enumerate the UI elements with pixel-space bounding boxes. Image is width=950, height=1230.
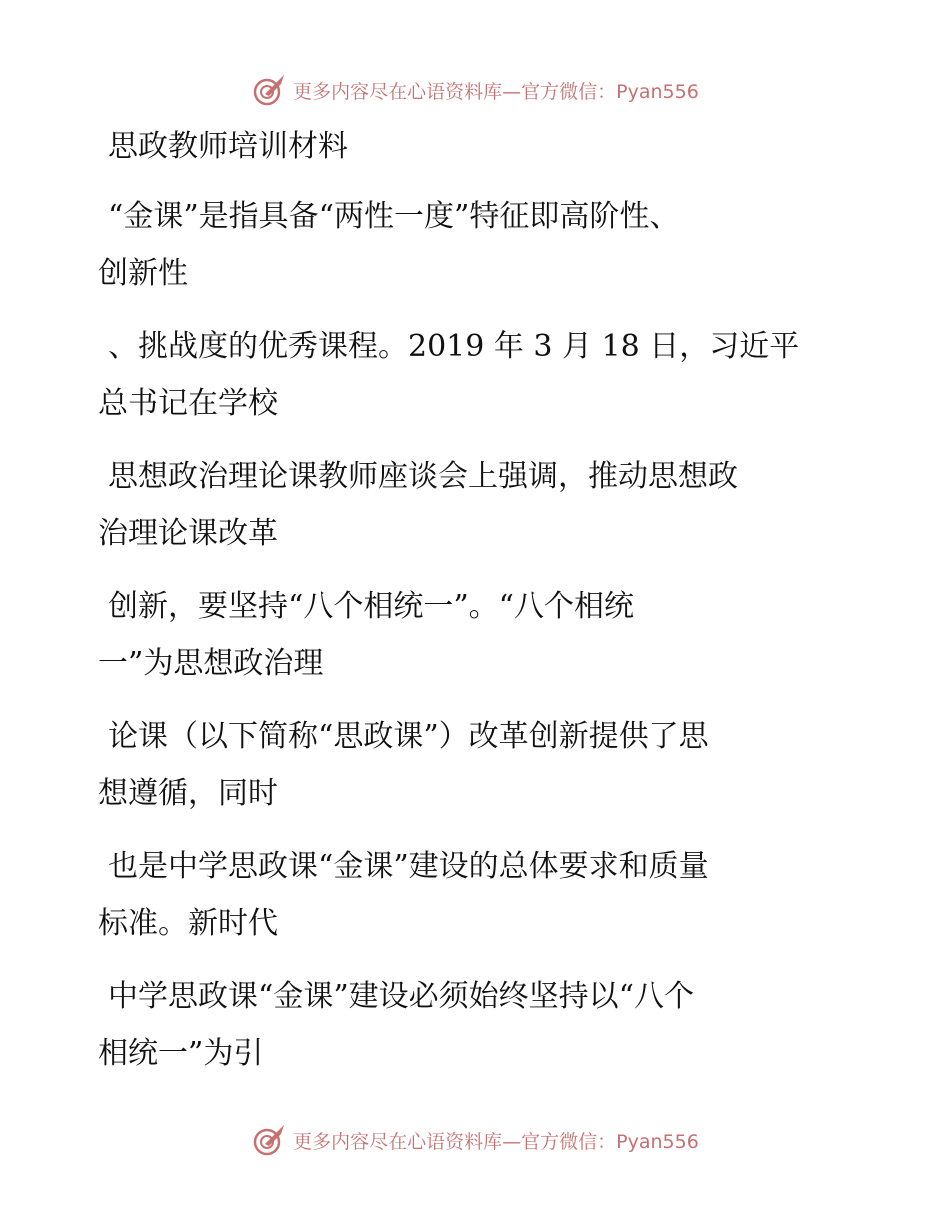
paragraph-line: 创新，要坚持“八个相统一”。“八个相统	[108, 589, 635, 624]
paragraph-line: 中学思政课“金课”建设必须始终坚持以“八个	[108, 979, 695, 1014]
paragraph-line: 总书记在学校	[98, 386, 278, 421]
paragraph-line: 治理论课改革	[98, 516, 278, 551]
quill-seal-icon	[251, 72, 287, 108]
watermark-banner-top	[0, 70, 950, 110]
paragraph	[98, 188, 843, 302]
paragraph	[98, 318, 843, 432]
document-title: 思政教师培训材料	[108, 129, 348, 164]
paragraph-line: 想遵循，同时	[98, 776, 278, 811]
watermark-text: 更多内容尽在心语资料库—官方微信：Pyan556	[293, 80, 699, 103]
paragraph-line: 创新性	[98, 256, 188, 291]
paragraph	[98, 578, 843, 692]
paragraph	[98, 968, 843, 1082]
paragraph-line: 、挑战度的优秀课程。2019 年 3 月 18 日，习近平	[108, 329, 800, 364]
paragraph	[98, 708, 843, 822]
paragraph-line: 也是中学思政课“金课”建设的总体要求和质量	[108, 849, 709, 884]
paragraph-line: 思想政治理论课教师座谈会上强调，推动思想政	[108, 459, 738, 494]
paragraph-line: “金课”是指具备“两性一度”特征即高阶性、	[108, 199, 680, 234]
watermark-banner-bottom	[0, 1120, 950, 1160]
paragraph	[98, 448, 843, 562]
quill-seal-icon	[251, 1122, 287, 1158]
paragraph-line: 标准。新时代	[98, 906, 278, 941]
paragraph-line: 论课（以下简称“思政课”）改革创新提供了思	[108, 719, 709, 754]
paragraph-line: 一”为思想政治理	[98, 646, 324, 681]
paragraph-line: 相统一”为引	[98, 1036, 264, 1071]
document-body	[98, 122, 843, 1098]
watermark-text: 更多内容尽在心语资料库—官方微信：Pyan556	[293, 1130, 699, 1153]
paragraph	[98, 838, 843, 952]
